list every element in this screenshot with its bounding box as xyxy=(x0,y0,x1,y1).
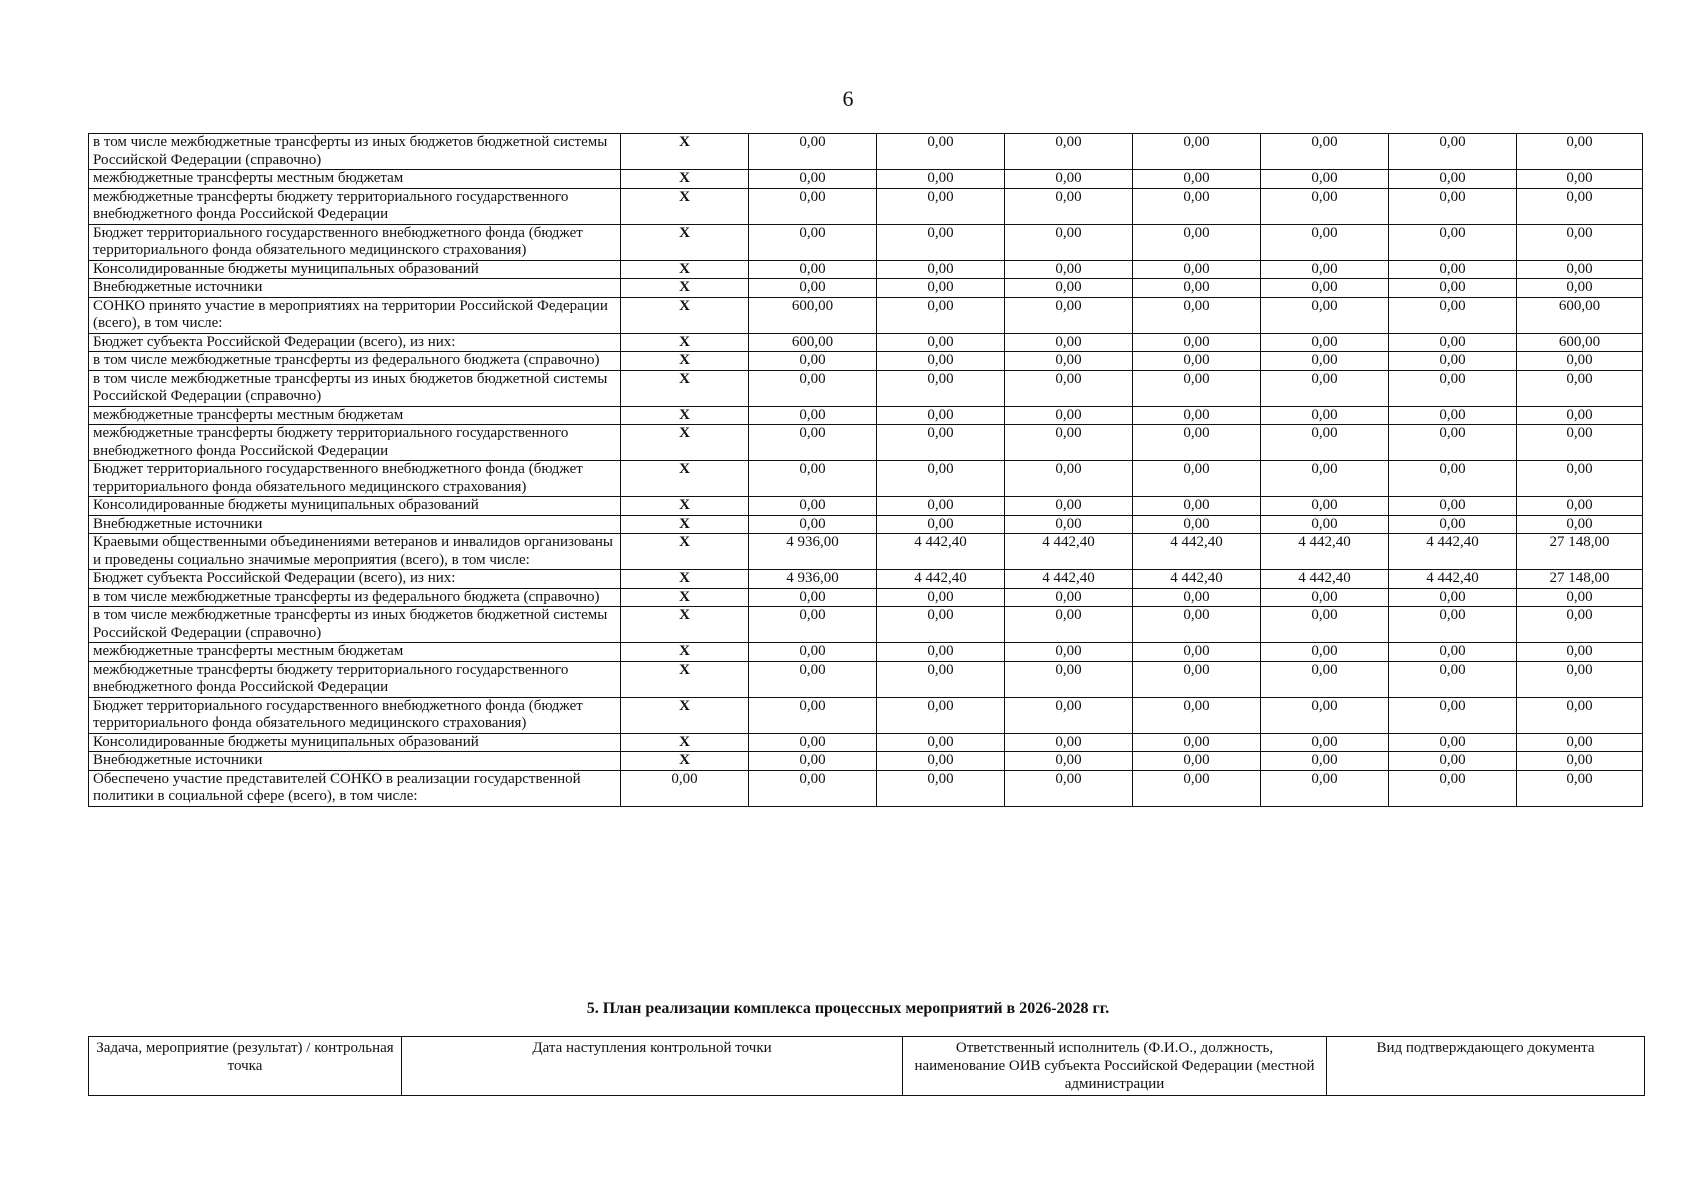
row-value: 4 442,40 xyxy=(1389,570,1517,589)
row-value: 0,00 xyxy=(1133,134,1261,170)
row-value: 0,00 xyxy=(1517,224,1643,260)
row-value: 0,00 xyxy=(877,607,1005,643)
budget-row xyxy=(89,733,1643,752)
row-value: 27 148,00 xyxy=(1517,570,1643,589)
row-mark: X xyxy=(621,534,749,570)
row-value: 0,00 xyxy=(1261,352,1389,371)
row-value: 0,00 xyxy=(1389,134,1517,170)
row-value: 0,00 xyxy=(1133,333,1261,352)
row-value: 0,00 xyxy=(1517,170,1643,189)
row-value: 0,00 xyxy=(1389,260,1517,279)
budget-row xyxy=(89,461,1643,497)
budget-row xyxy=(89,752,1643,771)
row-label: Внебюджетные источники xyxy=(89,279,621,298)
row-value: 4 442,40 xyxy=(1133,570,1261,589)
row-value: 0,00 xyxy=(1261,333,1389,352)
budget-row xyxy=(89,570,1643,589)
row-mark: X xyxy=(621,588,749,607)
budget-row xyxy=(89,170,1643,189)
row-value: 0,00 xyxy=(877,333,1005,352)
row-value: 0,00 xyxy=(1389,333,1517,352)
row-label: Бюджет территориального государственного внебюджетного фонда (бюджет территориального фонда обязательного медицинского страхования) xyxy=(89,697,621,733)
row-label: в том числе межбюджетные трансферты из иных бюджетов бюджетной системы Российской Федерации (справочно) xyxy=(89,134,621,170)
budget-row xyxy=(89,370,1643,406)
row-value: 0,00 xyxy=(1133,607,1261,643)
row-value: 4 442,40 xyxy=(1389,534,1517,570)
budget-row xyxy=(89,352,1643,371)
row-value: 0,00 xyxy=(877,733,1005,752)
row-mark: X xyxy=(621,643,749,662)
row-mark: 0,00 xyxy=(621,770,749,806)
row-value: 0,00 xyxy=(877,461,1005,497)
row-value: 0,00 xyxy=(1261,297,1389,333)
row-mark: X xyxy=(621,752,749,771)
budget-row xyxy=(89,588,1643,607)
row-value: 0,00 xyxy=(1133,297,1261,333)
row-value: 0,00 xyxy=(1517,352,1643,371)
row-mark: X xyxy=(621,697,749,733)
row-value: 0,00 xyxy=(1005,370,1133,406)
row-mark: X xyxy=(621,352,749,371)
row-value: 0,00 xyxy=(877,425,1005,461)
row-value: 0,00 xyxy=(749,279,877,298)
budget-row xyxy=(89,260,1643,279)
row-value: 0,00 xyxy=(1261,607,1389,643)
row-value: 4 442,40 xyxy=(1261,534,1389,570)
row-value: 0,00 xyxy=(1261,697,1389,733)
row-value: 4 442,40 xyxy=(1133,534,1261,570)
row-value: 0,00 xyxy=(1005,297,1133,333)
row-value: 0,00 xyxy=(1005,170,1133,189)
row-value: 4 936,00 xyxy=(749,570,877,589)
row-value: 0,00 xyxy=(1517,134,1643,170)
row-value: 0,00 xyxy=(1389,406,1517,425)
row-value: 0,00 xyxy=(749,661,877,697)
budget-row xyxy=(89,297,1643,333)
budget-row xyxy=(89,697,1643,733)
row-value: 0,00 xyxy=(1005,770,1133,806)
row-label: в том числе межбюджетные трансферты из федерального бюджета (справочно) xyxy=(89,588,621,607)
row-value: 0,00 xyxy=(1517,733,1643,752)
budget-row xyxy=(89,534,1643,570)
row-label: Консолидированные бюджеты муниципальных образований xyxy=(89,733,621,752)
row-label: межбюджетные трансферты местным бюджетам xyxy=(89,406,621,425)
row-value: 0,00 xyxy=(1389,352,1517,371)
row-value: 0,00 xyxy=(749,770,877,806)
row-value: 0,00 xyxy=(749,515,877,534)
row-value: 0,00 xyxy=(877,661,1005,697)
row-label: в том числе межбюджетные трансферты из иных бюджетов бюджетной системы Российской Федерации (справочно) xyxy=(89,370,621,406)
row-value: 0,00 xyxy=(877,588,1005,607)
row-value: 0,00 xyxy=(1261,661,1389,697)
row-value: 0,00 xyxy=(1261,425,1389,461)
row-mark: X xyxy=(621,134,749,170)
row-value: 0,00 xyxy=(877,188,1005,224)
row-value: 0,00 xyxy=(1517,515,1643,534)
row-value: 0,00 xyxy=(877,370,1005,406)
row-value: 27 148,00 xyxy=(1517,534,1643,570)
row-value: 0,00 xyxy=(1389,170,1517,189)
row-value: 0,00 xyxy=(1389,733,1517,752)
row-value: 0,00 xyxy=(1261,588,1389,607)
row-label: Бюджет территориального государственного внебюджетного фонда (бюджет территориального фонда обязательного медицинского страхования) xyxy=(89,224,621,260)
row-value: 0,00 xyxy=(1005,352,1133,371)
row-label: межбюджетные трансферты бюджету территориального государственного внебюджетного фонда Российской Федерации xyxy=(89,425,621,461)
row-value: 0,00 xyxy=(877,515,1005,534)
budget-row xyxy=(89,425,1643,461)
row-mark: X xyxy=(621,406,749,425)
row-value: 0,00 xyxy=(1517,588,1643,607)
row-mark: X xyxy=(621,224,749,260)
row-value: 0,00 xyxy=(1389,770,1517,806)
row-value: 0,00 xyxy=(1261,188,1389,224)
row-value: 0,00 xyxy=(1389,697,1517,733)
row-mark: X xyxy=(621,461,749,497)
row-value: 0,00 xyxy=(1389,643,1517,662)
row-label: Внебюджетные источники xyxy=(89,515,621,534)
row-value: 0,00 xyxy=(749,352,877,371)
row-value: 0,00 xyxy=(1005,224,1133,260)
row-value: 0,00 xyxy=(1389,297,1517,333)
row-value: 0,00 xyxy=(749,134,877,170)
row-value: 0,00 xyxy=(1005,733,1133,752)
row-value: 0,00 xyxy=(1133,752,1261,771)
row-value: 0,00 xyxy=(749,643,877,662)
row-mark: X xyxy=(621,607,749,643)
row-value: 4 442,40 xyxy=(877,534,1005,570)
row-value: 0,00 xyxy=(1005,697,1133,733)
plan-header-task: Задача, мероприятие (результат) / контрольная точка xyxy=(89,1037,402,1096)
row-value: 0,00 xyxy=(1005,607,1133,643)
row-value: 0,00 xyxy=(1133,188,1261,224)
row-value: 0,00 xyxy=(1261,497,1389,516)
row-value: 0,00 xyxy=(877,770,1005,806)
row-value: 0,00 xyxy=(1005,333,1133,352)
page-number: 6 xyxy=(842,86,854,111)
budget-row xyxy=(89,607,1643,643)
row-value: 0,00 xyxy=(1261,733,1389,752)
row-value: 0,00 xyxy=(1133,279,1261,298)
row-label: в том числе межбюджетные трансферты из иных бюджетов бюджетной системы Российской Федерации (справочно) xyxy=(89,607,621,643)
row-value: 0,00 xyxy=(1261,370,1389,406)
row-label: межбюджетные трансферты местным бюджетам xyxy=(89,170,621,189)
row-value: 0,00 xyxy=(1517,497,1643,516)
row-value: 0,00 xyxy=(877,279,1005,298)
row-value: 0,00 xyxy=(1517,370,1643,406)
row-value: 0,00 xyxy=(1133,461,1261,497)
row-value: 0,00 xyxy=(877,406,1005,425)
row-label: Бюджет субъекта Российской Федерации (всего), из них: xyxy=(89,333,621,352)
row-value: 0,00 xyxy=(1389,607,1517,643)
row-value: 0,00 xyxy=(1133,170,1261,189)
row-mark: X xyxy=(621,260,749,279)
row-value: 600,00 xyxy=(1517,333,1643,352)
row-value: 0,00 xyxy=(1261,752,1389,771)
row-value: 0,00 xyxy=(1133,370,1261,406)
row-value: 600,00 xyxy=(1517,297,1643,333)
budget-row xyxy=(89,515,1643,534)
row-value: 0,00 xyxy=(1261,770,1389,806)
budget-row xyxy=(89,661,1643,697)
row-value: 0,00 xyxy=(1517,406,1643,425)
row-value: 0,00 xyxy=(1005,406,1133,425)
plan-header-row xyxy=(89,1037,1645,1096)
row-value: 0,00 xyxy=(1261,643,1389,662)
row-mark: X xyxy=(621,370,749,406)
row-value: 0,00 xyxy=(1261,224,1389,260)
budget-row xyxy=(89,188,1643,224)
row-value: 0,00 xyxy=(1005,260,1133,279)
row-value: 0,00 xyxy=(1261,170,1389,189)
row-value: 0,00 xyxy=(1133,497,1261,516)
row-value: 0,00 xyxy=(1133,406,1261,425)
budget-row xyxy=(89,134,1643,170)
budget-row xyxy=(89,333,1643,352)
row-value: 0,00 xyxy=(749,588,877,607)
row-label: Консолидированные бюджеты муниципальных образований xyxy=(89,497,621,516)
section-title: 5. План реализации комплекса процессных мероприятий в 2026-2028 гг. xyxy=(586,1000,1110,1017)
plan-header-executor: Ответственный исполнитель (Ф.И.О., должность, наименование ОИВ субъекта Российской Федерации (местной администрации xyxy=(903,1037,1327,1096)
row-value: 4 442,40 xyxy=(1261,570,1389,589)
row-value: 0,00 xyxy=(877,224,1005,260)
row-value: 0,00 xyxy=(1005,588,1133,607)
row-value: 0,00 xyxy=(749,170,877,189)
row-label: Бюджет территориального государственного внебюджетного фонда (бюджет территориального фонда обязательного медицинского страхования) xyxy=(89,461,621,497)
row-value: 0,00 xyxy=(749,461,877,497)
row-value: 0,00 xyxy=(749,607,877,643)
row-label: в том числе межбюджетные трансферты из федерального бюджета (справочно) xyxy=(89,352,621,371)
row-value: 0,00 xyxy=(1005,461,1133,497)
row-value: 0,00 xyxy=(749,370,877,406)
row-value: 0,00 xyxy=(1389,188,1517,224)
row-value: 0,00 xyxy=(1517,188,1643,224)
row-value: 0,00 xyxy=(1133,643,1261,662)
row-value: 0,00 xyxy=(1133,260,1261,279)
row-value: 0,00 xyxy=(1005,497,1133,516)
row-value: 4 936,00 xyxy=(749,534,877,570)
row-value: 0,00 xyxy=(749,697,877,733)
row-value: 0,00 xyxy=(1005,752,1133,771)
row-value: 0,00 xyxy=(1005,425,1133,461)
row-value: 0,00 xyxy=(1261,260,1389,279)
row-label: межбюджетные трансферты бюджету территориального государственного внебюджетного фонда Российской Федерации xyxy=(89,188,621,224)
row-mark: X xyxy=(621,333,749,352)
row-value: 0,00 xyxy=(877,752,1005,771)
row-value: 0,00 xyxy=(1517,425,1643,461)
row-value: 0,00 xyxy=(1517,770,1643,806)
row-value: 0,00 xyxy=(1389,588,1517,607)
row-mark: X xyxy=(621,425,749,461)
budget-row xyxy=(89,224,1643,260)
row-value: 0,00 xyxy=(1005,134,1133,170)
row-value: 0,00 xyxy=(1005,515,1133,534)
row-value: 0,00 xyxy=(877,260,1005,279)
row-value: 0,00 xyxy=(1005,661,1133,697)
row-value: 0,00 xyxy=(749,752,877,771)
row-value: 600,00 xyxy=(749,333,877,352)
row-value: 0,00 xyxy=(1517,260,1643,279)
row-value: 0,00 xyxy=(1517,461,1643,497)
budget-row xyxy=(89,406,1643,425)
row-value: 0,00 xyxy=(1389,279,1517,298)
row-mark: X xyxy=(621,515,749,534)
row-value: 0,00 xyxy=(749,406,877,425)
row-mark: X xyxy=(621,733,749,752)
row-label: Обеспечено участие представителей СОНКО в реализации государственной политики в социальной сфере (всего), в том числе: xyxy=(89,770,621,806)
row-value: 0,00 xyxy=(877,352,1005,371)
row-value: 0,00 xyxy=(1389,661,1517,697)
row-value: 0,00 xyxy=(749,497,877,516)
row-value: 0,00 xyxy=(749,224,877,260)
row-mark: X xyxy=(621,279,749,298)
budget-row xyxy=(89,643,1643,662)
row-value: 0,00 xyxy=(1005,188,1133,224)
row-value: 4 442,40 xyxy=(877,570,1005,589)
row-value: 0,00 xyxy=(749,188,877,224)
row-value: 4 442,40 xyxy=(1005,570,1133,589)
row-value: 0,00 xyxy=(877,170,1005,189)
row-value: 0,00 xyxy=(877,134,1005,170)
row-value: 0,00 xyxy=(1389,461,1517,497)
row-mark: X xyxy=(621,170,749,189)
row-value: 4 442,40 xyxy=(1005,534,1133,570)
row-value: 0,00 xyxy=(749,425,877,461)
row-value: 0,00 xyxy=(877,697,1005,733)
row-value: 0,00 xyxy=(1133,515,1261,534)
row-value: 0,00 xyxy=(1517,697,1643,733)
row-value: 0,00 xyxy=(1261,461,1389,497)
row-mark: X xyxy=(621,497,749,516)
row-value: 0,00 xyxy=(877,643,1005,662)
row-value: 0,00 xyxy=(1133,661,1261,697)
row-label: Внебюджетные источники xyxy=(89,752,621,771)
row-value: 0,00 xyxy=(1133,770,1261,806)
row-value: 0,00 xyxy=(1261,279,1389,298)
budget-table xyxy=(88,133,1643,807)
row-mark: X xyxy=(621,297,749,333)
row-value: 0,00 xyxy=(877,297,1005,333)
row-value: 0,00 xyxy=(1517,661,1643,697)
row-value: 0,00 xyxy=(1389,370,1517,406)
row-value: 0,00 xyxy=(1517,643,1643,662)
row-value: 0,00 xyxy=(1261,406,1389,425)
row-mark: X xyxy=(621,188,749,224)
row-value: 0,00 xyxy=(1261,134,1389,170)
row-value: 0,00 xyxy=(749,260,877,279)
row-value: 0,00 xyxy=(1517,607,1643,643)
budget-row xyxy=(89,279,1643,298)
row-value: 0,00 xyxy=(1517,752,1643,771)
budget-row xyxy=(89,497,1643,516)
row-label: межбюджетные трансферты бюджету территориального государственного внебюджетного фонда Российской Федерации xyxy=(89,661,621,697)
row-value: 0,00 xyxy=(1133,697,1261,733)
row-value: 0,00 xyxy=(1133,425,1261,461)
row-value: 0,00 xyxy=(1389,752,1517,771)
row-value: 0,00 xyxy=(877,497,1005,516)
row-value: 0,00 xyxy=(1261,515,1389,534)
row-value: 0,00 xyxy=(1389,497,1517,516)
row-mark: X xyxy=(621,661,749,697)
row-value: 0,00 xyxy=(1133,352,1261,371)
row-value: 0,00 xyxy=(1133,733,1261,752)
row-value: 0,00 xyxy=(1133,224,1261,260)
row-value: 0,00 xyxy=(1517,279,1643,298)
row-value: 0,00 xyxy=(1389,425,1517,461)
row-label: Бюджет субъекта Российской Федерации (всего), из них: xyxy=(89,570,621,589)
row-value: 600,00 xyxy=(749,297,877,333)
plan-header-document: Вид подтверждающего документа xyxy=(1327,1037,1645,1096)
row-value: 0,00 xyxy=(1005,643,1133,662)
row-label: межбюджетные трансферты местным бюджетам xyxy=(89,643,621,662)
row-label: Консолидированные бюджеты муниципальных образований xyxy=(89,260,621,279)
row-mark: X xyxy=(621,570,749,589)
budget-row xyxy=(89,770,1643,806)
row-value: 0,00 xyxy=(1389,224,1517,260)
row-label: Краевыми общественными объединениями ветеранов и инвалидов организованы и проведены социально значимые мероприятия (всего), в том числе: xyxy=(89,534,621,570)
row-value: 0,00 xyxy=(1389,515,1517,534)
row-label: СОНКО принято участие в мероприятиях на территории Российской Федерации (всего), в том числе: xyxy=(89,297,621,333)
row-value: 0,00 xyxy=(1133,588,1261,607)
row-value: 0,00 xyxy=(749,733,877,752)
plan-table xyxy=(88,1036,1645,1096)
plan-header-date: Дата наступления контрольной точки xyxy=(402,1037,903,1096)
row-value: 0,00 xyxy=(1005,279,1133,298)
